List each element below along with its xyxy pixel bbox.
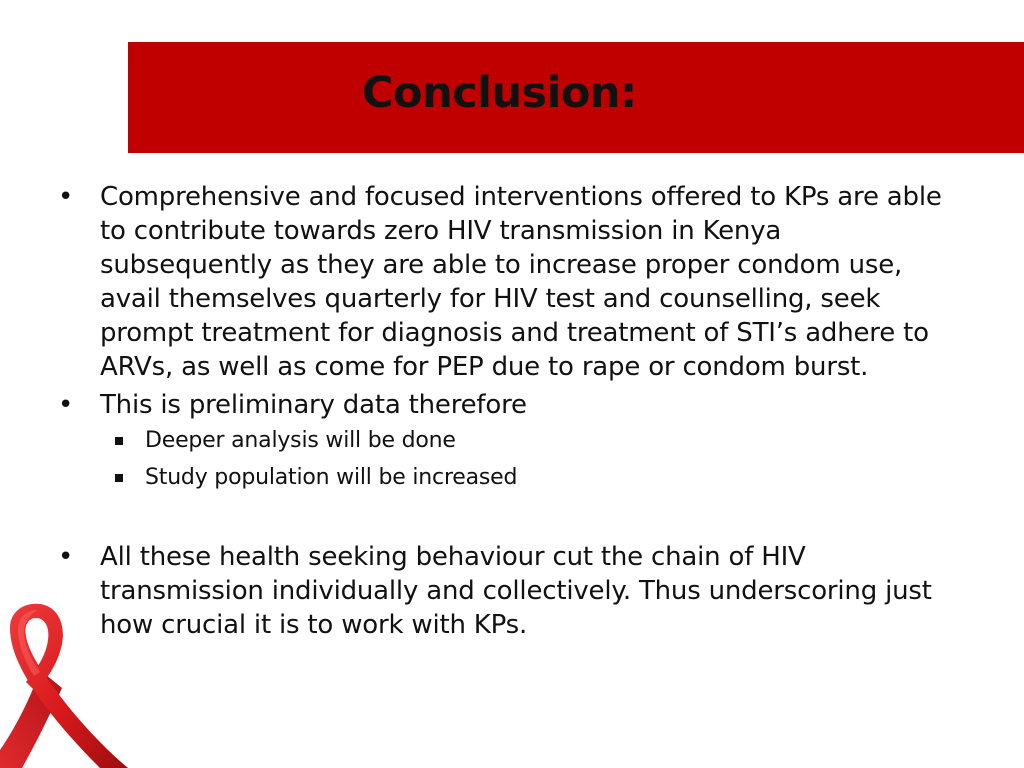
slide-title: Conclusion: xyxy=(362,68,637,118)
sub-bullet-item xyxy=(58,422,958,459)
sub-bullet-text: Deeper analysis will be done xyxy=(145,428,456,453)
bullet-symbol: • xyxy=(58,542,74,572)
square-bullet-icon xyxy=(115,437,123,445)
bullet-symbol: • xyxy=(58,390,74,420)
bullet-text: This is preliminary data therefore xyxy=(100,390,527,420)
slide-content xyxy=(58,180,958,642)
sub-bullet-item xyxy=(58,459,958,496)
square-bullet-icon xyxy=(115,474,123,482)
bullet-item xyxy=(58,180,958,384)
bullet-item xyxy=(58,540,958,642)
sub-bullet-text: Study population will be increased xyxy=(145,465,518,490)
bullet-symbol: • xyxy=(58,182,74,212)
awareness-ribbon-icon xyxy=(0,600,145,768)
bullet-item xyxy=(58,388,958,422)
title-band xyxy=(128,42,1024,153)
bullet-text: Comprehensive and focused interventions offered to KPs are able to contribute towards zero HIV transmission in Kenya subsequently as they are able to increase proper condom use, avail themselves quarterly for HIV test and counselling, seek prompt treatment for diagnosis and treatment of STI’s adhere to ARVs, as well as come for PEP due to rape or condom burst. xyxy=(100,182,942,382)
bullet-text: All these health seeking behaviour cut the chain of HIV transmission individually and collectively. Thus underscoring just how crucial it is to work with KPs. xyxy=(100,542,932,640)
